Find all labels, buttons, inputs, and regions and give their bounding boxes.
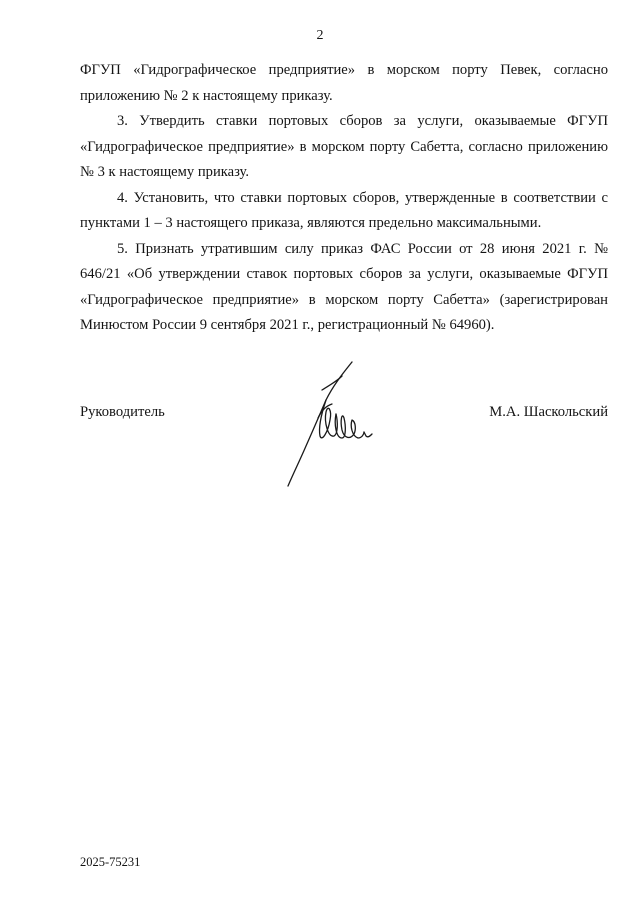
paragraph-item-5: 5. Признать утратившим силу приказ ФАС России от 28 июня 2021 г. № 646/21 «Об утверждении ставок портовых сборов за услуги, оказываемые ФГУП «Гидрографическое предприятие» в морском порту Сабетта» (зарегистрирован Минюстом России 9 сентября 2021 г., регистрационный № 64960).: [80, 240, 608, 333]
paragraph-item-3: 3. Утвердить ставки портовых сборов за услуги, оказываемые ФГУП «Гидрографическое предприятие» в морском порту Сабетта, согласно приложению № 3 к настоящему приказу.: [80, 113, 608, 180]
handwritten-signature: [282, 360, 378, 490]
paragraph-continuation: ФГУП «Гидрографическое предприятие» в морском порту Певек, согласно приложению № 2 к настоящему приказу.: [80, 62, 608, 104]
body-text: [80, 58, 608, 339]
paragraph-item-4: 4. Установить, что ставки портовых сборов, утвержденные в соответствии с пунктами 1 – 3 настоящего приказа, являются предельно максимальными.: [80, 189, 608, 231]
signer-title: Руководитель: [80, 404, 165, 420]
signer-name: М.А. Шаскольский: [489, 404, 608, 420]
page-number: 2: [316, 28, 324, 43]
document-id: 2025-75231: [80, 855, 141, 869]
